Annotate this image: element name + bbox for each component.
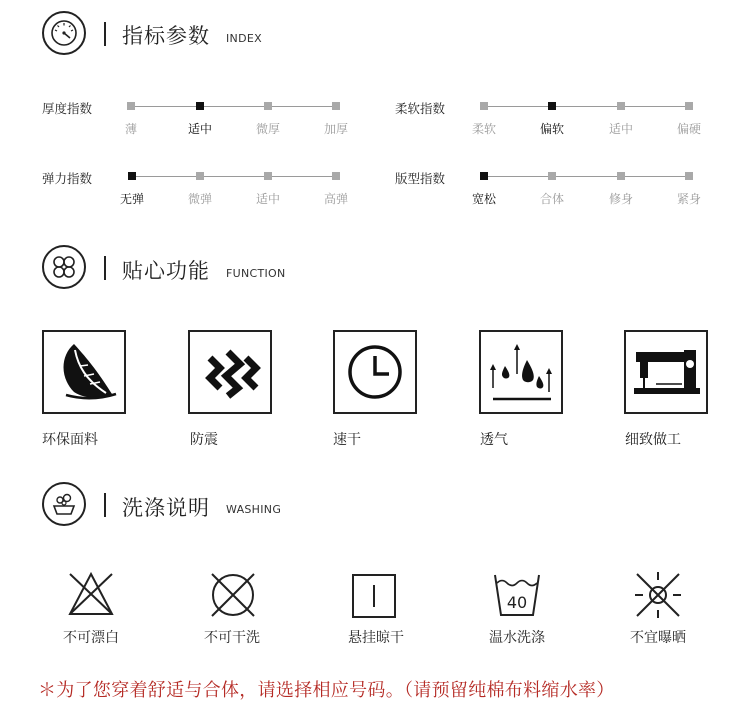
scale-dot (617, 102, 625, 110)
feature-card-quickdry (333, 330, 417, 414)
section-subtitle-function: FUNCTION (226, 267, 286, 280)
scale-dot (617, 172, 625, 180)
wash-symbol-hang-dry (351, 573, 397, 623)
scale-option-selected: 宽松 (471, 192, 496, 206)
sewing-machine-icon (626, 332, 706, 412)
wash-temperature: 40 (506, 593, 528, 612)
scale-dot (685, 102, 693, 110)
wash-40-icon (491, 571, 543, 619)
wash-label: 悬挂晾干 (348, 630, 404, 646)
scale-option-selected: 偏软 (539, 122, 564, 136)
wash-symbol-no-dry-clean (208, 570, 258, 624)
scale-dot (264, 172, 272, 180)
feature-card-eco (42, 330, 126, 414)
scale-option: 柔软 (471, 122, 496, 136)
section-title-washing: 洗涤说明 (122, 496, 210, 520)
no-bleach-icon (66, 570, 116, 618)
feature-label: 速干 (333, 432, 361, 448)
param-label-elasticity: 弹力指数 (42, 171, 93, 186)
no-sun-icon (633, 570, 683, 620)
scale-dot (548, 172, 556, 180)
wash-label: 不宜曝晒 (630, 630, 686, 646)
sizing-note: ＊为了您穿着舒适与合体，请选择相应号码。（请预留纯棉布料缩水率） (38, 680, 615, 701)
wash-symbol-warm-wash (491, 571, 543, 623)
scale-option: 紧身 (676, 192, 701, 206)
feature-label: 细致做工 (625, 432, 681, 448)
hang-dry-icon (351, 573, 397, 619)
scale-option: 加厚 (323, 122, 348, 136)
feature-card-craftsmanship (624, 330, 708, 414)
scale-option: 微厚 (255, 122, 280, 136)
wash-symbol-no-bleach (66, 570, 116, 622)
clock-icon (335, 332, 415, 412)
scale-option-selected: 无弹 (119, 192, 144, 206)
scale-dot-selected (128, 172, 136, 180)
scale-dot-selected (480, 172, 488, 180)
scale-dot (264, 102, 272, 110)
feature-card-shockproof (188, 330, 272, 414)
section-subtitle-washing: WASHING (226, 503, 282, 516)
feature-label: 防震 (190, 432, 218, 448)
basin-icon (42, 482, 86, 526)
scale-dot-selected (196, 102, 204, 110)
scale-option: 合体 (539, 192, 564, 206)
feature-label: 透气 (480, 432, 508, 448)
scale-option: 微弹 (187, 192, 212, 206)
scale-option: 适中 (255, 192, 280, 206)
scale-dot (127, 102, 135, 110)
scale-option: 高弹 (323, 192, 348, 206)
wash-symbol-no-sun (633, 570, 683, 624)
scale-dot (332, 102, 340, 110)
wash-label: 不可干洗 (204, 630, 260, 646)
scale-option: 适中 (608, 122, 633, 136)
feature-label: 环保面料 (42, 432, 98, 448)
param-label-fit: 版型指数 (395, 171, 446, 186)
scale-option: 修身 (608, 192, 633, 206)
breathable-icon (481, 332, 561, 412)
wash-label: 温水洗涤 (489, 630, 545, 646)
shockproof-icon (190, 332, 270, 412)
param-label-softness: 柔软指数 (395, 101, 446, 116)
bubbles-icon (42, 245, 86, 289)
scale-dot-selected (548, 102, 556, 110)
wash-label: 不可漂白 (63, 630, 119, 646)
feature-card-breathable (479, 330, 563, 414)
scale-dot (196, 172, 204, 180)
scale-dot (685, 172, 693, 180)
leaf-icon (44, 332, 124, 412)
scale-dot (332, 172, 340, 180)
param-label-thickness: 厚度指数 (42, 101, 93, 116)
scale-dot (480, 102, 488, 110)
section-title-function: 贴心功能 (122, 259, 210, 283)
no-dry-clean-icon (208, 570, 258, 620)
scale-option: 薄 (124, 122, 137, 136)
gauge-icon (42, 11, 86, 55)
scale-option: 偏硬 (676, 122, 701, 136)
section-title-index: 指标参数 (122, 24, 210, 48)
section-subtitle-index: INDEX (226, 32, 262, 45)
scale-option-selected: 适中 (187, 122, 212, 136)
